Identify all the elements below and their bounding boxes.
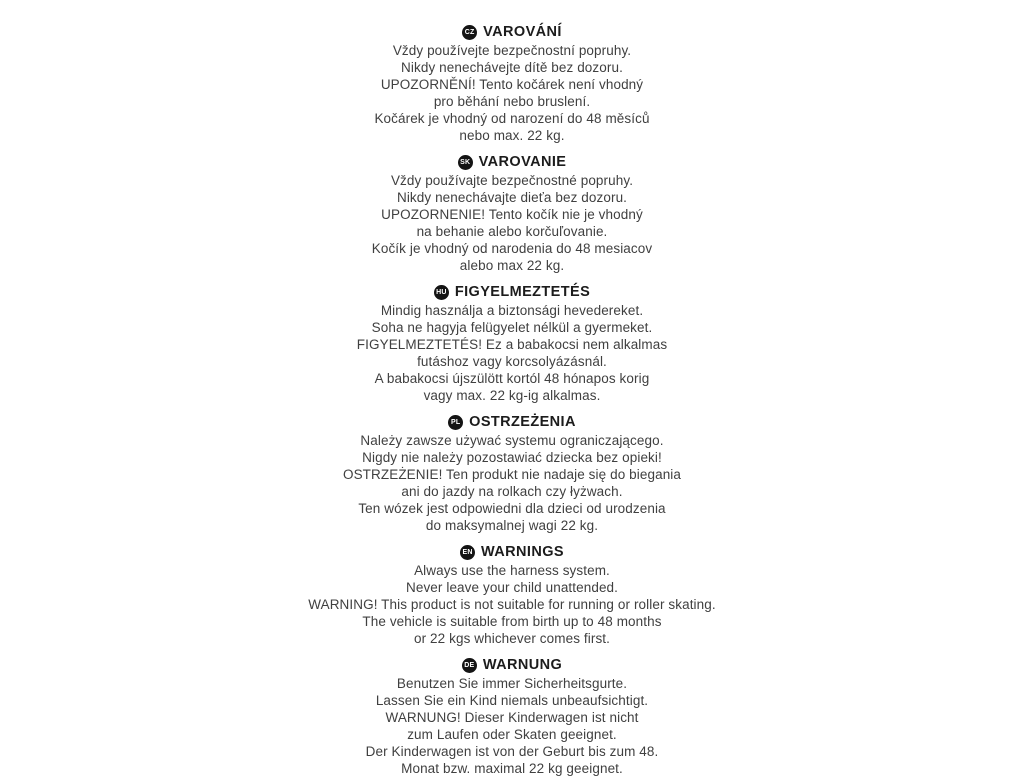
warning-line: Der Kinderwagen ist von der Geburt bis zum 48.: [365, 744, 659, 759]
warning-line: zum Laufen oder Skaten geeignet.: [407, 727, 617, 742]
warning-line: or 22 kgs whichever comes first.: [413, 631, 611, 646]
warning-line: Nigdy nie należy pozostawiać dziecka bez opieki!: [362, 450, 662, 465]
warning-line: na behanie alebo korčuľovanie.: [416, 224, 608, 239]
warning-line: UPOZORNĚNÍ! Tento kočárek není vhodný: [380, 77, 644, 92]
section-heading-row: [0, 153, 1024, 171]
warning-line: WARNUNG! Dieser Kinderwagen ist nicht: [385, 710, 639, 725]
warning-line: vagy max. 22 kg-ig alkalmas.: [423, 388, 601, 403]
section-heading: VAROVÁNÍ: [483, 24, 562, 40]
warning-line: The vehicle is suitable from birth up to 48 months: [362, 614, 662, 629]
warning-line: futáshoz vagy korcsolyázásnál.: [417, 354, 607, 369]
warning-section: [0, 23, 1024, 144]
warning-sections-list: [0, 23, 1024, 777]
warning-line: OSTRZEŻENIE! Ten produkt nie nadaje się do biegania: [342, 467, 682, 482]
warning-line: Vždy používajte bezpečnostné popruhy.: [390, 173, 634, 188]
section-heading-row: [0, 413, 1024, 431]
section-heading: WARNINGS: [481, 544, 564, 560]
warning-line: FIGYELMEZTETÉS! Ez a babakocsi nem alkalmas: [356, 337, 668, 352]
warning-line: Always use the harness system.: [414, 563, 610, 578]
warning-line: Vždy používejte bezpečnostní popruhy.: [392, 43, 632, 58]
warning-line: Mindig használja a biztonsági hevedereket.: [380, 303, 644, 318]
section-heading: VAROVANIE: [478, 154, 567, 170]
section-heading-row: [0, 543, 1024, 561]
section-lines: [0, 562, 1024, 647]
warning-line: Nikdy nenechávejte dítě bez dozoru.: [401, 60, 623, 75]
language-badge-icon: DE: [462, 658, 477, 673]
warning-section: [0, 543, 1024, 647]
warning-line: Lassen Sie ein Kind niemals unbeaufsichtigt.: [375, 693, 649, 708]
warning-line: Soha ne hagyja felügyelet nélkül a gyermeket.: [371, 320, 653, 335]
language-badge-icon: PL: [448, 415, 463, 430]
language-badge-icon: SK: [458, 155, 473, 170]
warning-line: A babakocsi újszülött kortól 48 hónapos korig: [374, 371, 650, 386]
warning-line: Benutzen Sie immer Sicherheitsgurte.: [396, 676, 628, 691]
warning-line: Należy zawsze używać systemu ograniczającego.: [360, 433, 664, 448]
section-heading: WARNUNG: [482, 657, 563, 673]
section-heading-row: [0, 656, 1024, 674]
section-lines: [0, 172, 1024, 274]
warning-section: [0, 413, 1024, 534]
section-heading: FIGYELMEZTETÉS: [454, 284, 591, 300]
section-lines: [0, 302, 1024, 404]
section-heading-row: [0, 283, 1024, 301]
warning-line: alebo max 22 kg.: [459, 258, 565, 273]
section-lines: [0, 432, 1024, 534]
warning-line: Kočárek je vhodný od narození do 48 měsíců: [374, 111, 650, 126]
warning-line: Never leave your child unattended.: [405, 580, 619, 595]
warning-section: [0, 656, 1024, 777]
language-badge-icon: HU: [434, 285, 449, 300]
warning-line: Nikdy nenechávajte dieťa bez dozoru.: [396, 190, 628, 205]
language-badge-icon: CZ: [462, 25, 477, 40]
warning-line: do maksymalnej wagi 22 kg.: [425, 518, 599, 533]
warning-line: UPOZORNENIE! Tento kočík nie je vhodný: [381, 207, 643, 222]
warning-line: pro běhání nebo bruslení.: [433, 94, 591, 109]
section-lines: [0, 675, 1024, 777]
warning-line: nebo max. 22 kg.: [459, 128, 565, 143]
section-heading: OSTRZEŻENIA: [469, 414, 576, 430]
section-lines: [0, 42, 1024, 144]
warning-line: Ten wózek jest odpowiedni dla dzieci od urodzenia: [358, 501, 666, 516]
language-badge-icon: EN: [460, 545, 475, 560]
warning-section: [0, 153, 1024, 274]
warning-line: ani do jazdy na rolkach czy łyżwach.: [401, 484, 623, 499]
warning-line: Monat bzw. maximal 22 kg geeignet.: [401, 761, 623, 776]
warning-section: [0, 283, 1024, 404]
section-heading-row: [0, 23, 1024, 41]
warning-line: Kočík je vhodný od narodenia do 48 mesiacov: [371, 241, 653, 256]
warning-line: WARNING! This product is not suitable for running or roller skating.: [308, 597, 716, 612]
